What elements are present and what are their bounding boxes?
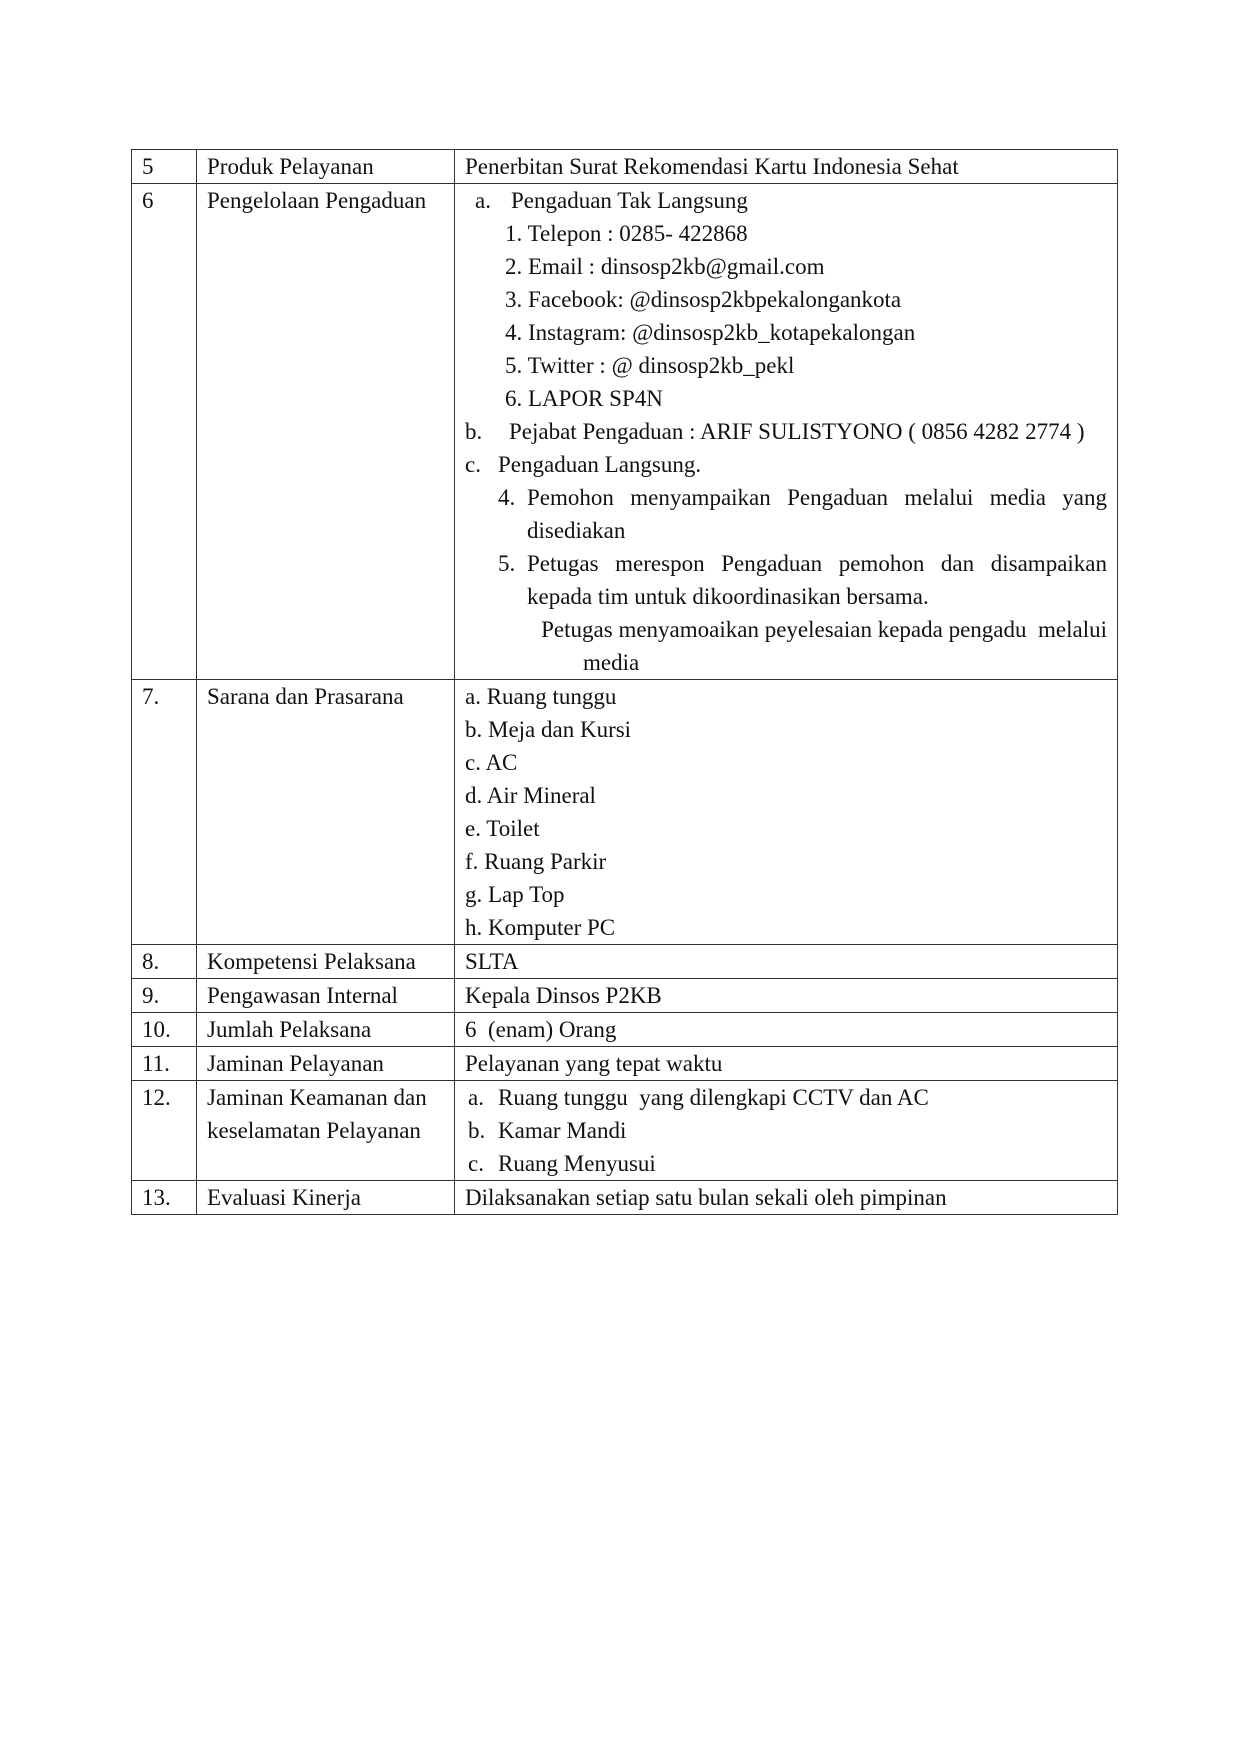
row-label-line: Jaminan Keamanan dan: [207, 1085, 427, 1110]
indirect-complaint-heading: [465, 184, 1107, 217]
table-row: [132, 150, 1118, 184]
list-item-text: Kamar Mandi: [498, 1118, 627, 1143]
list-item: c. AC: [465, 750, 518, 775]
row-number: 10.: [132, 1013, 197, 1047]
row-number: 6: [132, 184, 197, 680]
list-marker: c.: [468, 1151, 484, 1176]
list-marker: b.: [465, 419, 483, 444]
list-marker: c.: [465, 452, 481, 477]
closing-note: [465, 613, 1107, 679]
row-value: 6 (enam) Orang: [455, 1013, 1118, 1047]
safety-list: [455, 1081, 1118, 1181]
row-number: 7.: [132, 680, 197, 945]
list-item: h. Komputer PC: [465, 915, 616, 940]
list-item: b. Meja dan Kursi: [465, 717, 632, 742]
table-row: [132, 184, 1118, 680]
list-item: d. Air Mineral: [465, 783, 596, 808]
complaint-officer: [465, 415, 1107, 448]
row-number: 5: [132, 150, 197, 184]
list-marker: b.: [468, 1118, 486, 1143]
row-label: Kompetensi Pelaksana: [197, 945, 455, 979]
row-label: Jumlah Pelaksana: [197, 1013, 455, 1047]
row-value: Kepala Dinsos P2KB: [455, 979, 1118, 1013]
row-value: Pelayanan yang tepat waktu: [455, 1047, 1118, 1081]
list-marker: a.: [475, 188, 491, 213]
closing-note-line: media: [583, 650, 640, 675]
row-label: Pengelolaan Pengaduan: [197, 184, 455, 680]
list-item-text: Pejabat Pengaduan : ARIF SULISTYONO ( 0856 4282 2774 ): [509, 419, 1085, 444]
row-number: 9.: [132, 979, 197, 1013]
row-number: 13.: [132, 1181, 197, 1215]
row-label-line: keselamatan Pelayanan: [207, 1118, 421, 1143]
table-row: [132, 1181, 1118, 1215]
facilities-list: [455, 680, 1118, 945]
list-item-text: Pemohon menyampaikan Pengaduan melalui media yang disediakan: [527, 485, 1107, 543]
list-item-text: Ruang tunggu yang dilengkapi CCTV dan AC: [498, 1085, 929, 1110]
list-item: f. Ruang Parkir: [465, 849, 607, 874]
list-item-text: Petugas merespon Pengaduan pemohon dan disampaikan kepada tim untuk dikoordinasikan bersama.: [527, 551, 1107, 609]
row-label: [197, 1081, 455, 1181]
row-label: Sarana dan Prasarana: [197, 680, 455, 945]
list-item: [465, 1147, 1107, 1180]
list-item: 1. Telepon : 0285- 422868: [505, 221, 748, 246]
row-label: Produk Pelayanan: [197, 150, 455, 184]
service-standard-table: [131, 149, 1118, 1215]
row-label: Evaluasi Kinerja: [197, 1181, 455, 1215]
direct-complaint-heading: [465, 448, 1107, 481]
row-label: Pengawasan Internal: [197, 979, 455, 1013]
closing-note-line: Petugas menyamoaikan peyelesaian kepada pengadu melalui: [541, 617, 1107, 642]
list-item: [465, 1081, 1107, 1114]
table-row: [132, 1013, 1118, 1047]
list-item: [465, 547, 1107, 613]
row-number: 12.: [132, 1081, 197, 1181]
table-row: [132, 680, 1118, 945]
list-marker: 4.: [498, 485, 516, 510]
list-item: 2. Email : dinsosp2kb@gmail.com: [505, 254, 825, 279]
list-item: g. Lap Top: [465, 882, 565, 907]
row-number: 11.: [132, 1047, 197, 1081]
row-number: 8.: [132, 945, 197, 979]
table-row: [132, 945, 1118, 979]
list-item-text: Ruang Menyusui: [498, 1151, 656, 1176]
list-item-text: Pengaduan Tak Langsung: [511, 188, 748, 213]
list-marker: 5.: [498, 551, 516, 576]
list-item: 5. Twitter : @ dinsosp2kb_pekl: [505, 353, 795, 378]
list-item: a. Ruang tunggu: [465, 684, 617, 709]
list-marker: a.: [468, 1085, 484, 1110]
table-row: [132, 1081, 1118, 1181]
list-item: e. Toilet: [465, 816, 540, 841]
row-value: SLTA: [455, 945, 1118, 979]
list-item: 6. LAPOR SP4N: [505, 386, 663, 411]
row-value: Dilaksanakan setiap satu bulan sekali oleh pimpinan: [455, 1181, 1118, 1215]
row-value: Penerbitan Surat Rekomendasi Kartu Indonesia Sehat: [455, 150, 1118, 184]
list-item-text: Pengaduan Langsung.: [498, 452, 702, 477]
list-item: 3. Facebook: @dinsosp2kbpekalongankota: [505, 287, 902, 312]
row-label: Jaminan Pelayanan: [197, 1047, 455, 1081]
complaint-management-cell: [455, 184, 1118, 680]
list-item: 4. Instagram: @dinsosp2kb_kotapekalongan: [505, 320, 916, 345]
list-item: [465, 1114, 1107, 1147]
table-row: [132, 979, 1118, 1013]
list-item: [465, 481, 1107, 547]
table-row: [132, 1047, 1118, 1081]
